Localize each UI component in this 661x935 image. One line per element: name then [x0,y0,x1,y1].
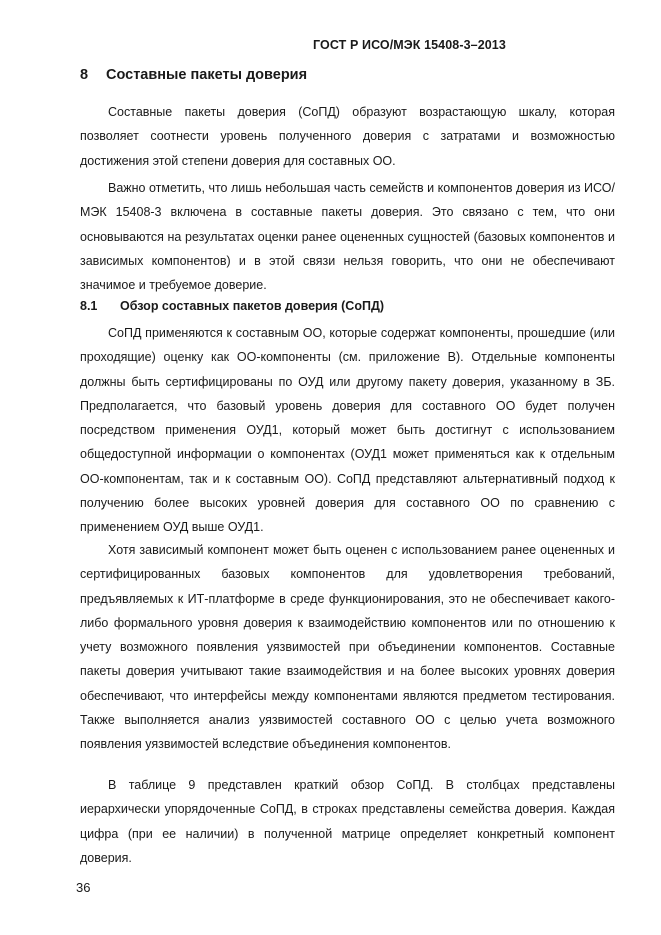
paragraph-4: Хотя зависимый компонент может быть оценен с использованием ранее оцененных и сертифицированных базовых компонентов для удовлетворения требований, предъявляемых к ИТ-платформе в среде функционирования, это не обеспечивает какого-либо формального уровня доверия к взаимодействию компонентов или по отношению к учету возможного появления уязвимостей при объединении компонентов. Составные пакеты доверия учитывают такие взаимодействия и на более высоких уровнях доверия обеспечивают, что интерфейсы между компонентами являются предметом тестирования. Также выполняется анализ уязвимостей составного ОО с целью учета возможного появления уязвимостей вследствие объединения компонентов. [80,543,615,752]
paragraph-5: В таблице 9 представлен краткий обзор CoПД. В столбцах представлены иерархически упорядоченные CoПД, в строках представлены семейства доверия. Каждая цифра (при ее наличии) в полученной матрице определяет конкретный компонент доверия. [80,778,615,865]
paragraph-2: Важно отметить, что лишь небольшая часть семейств и компонентов доверия из ИСО/МЭК 15408-3 включена в составные пакеты доверия. Это связано с тем, что они основываются на результатах оценки ранее оцененных сущностей (базовых компонентов и зависимых компонентов) и в этой связи нельзя говорить, что они не обеспечивают значимое и требуемое доверие. [80,181,615,293]
paragraph-3: CoПД применяются к составным ОО, которые содержат компоненты, прошедшие (или проходящие) оценку как ОО-компоненты (см. приложение В). Отдельные компоненты должны быть сертифицированы по ОУД или другому пакету доверия, указанному в ЗБ. Предполагается, что базовый уровень доверия для составного ОО будет получен посредством применения ОУД1, который может быть достигнут с использованием общедоступной информации о компонентах (ОУД1 может применяться как к отдельным ОО-компонентам, так и к составным ОО). CoПД представляют альтернативный подход к получению более высоких уровней доверия для составного ОО по сравнению с применением ОУД выше ОУД1. [80,326,615,535]
subsection-number: 8.1 [80,299,98,313]
section-heading [80,67,307,83]
subsection-title: Обзор составных пакетов доверия (CoПД) [120,299,385,313]
document-header: ГОСТ Р ИСО/МЭК 15408-3–2013 [313,38,506,52]
page-number: 36 [76,880,91,895]
section-number: 8 [80,67,89,83]
section-title: Составные пакеты доверия [106,67,308,83]
paragraph-1: Составные пакеты доверия (CoПД) образуют возрастающую шкалу, которая позволяет соотнести уровень полученного доверия с затратами и возможностью достижения этой степени доверия для составных ОО. [80,105,615,168]
subsection-heading [80,299,384,313]
